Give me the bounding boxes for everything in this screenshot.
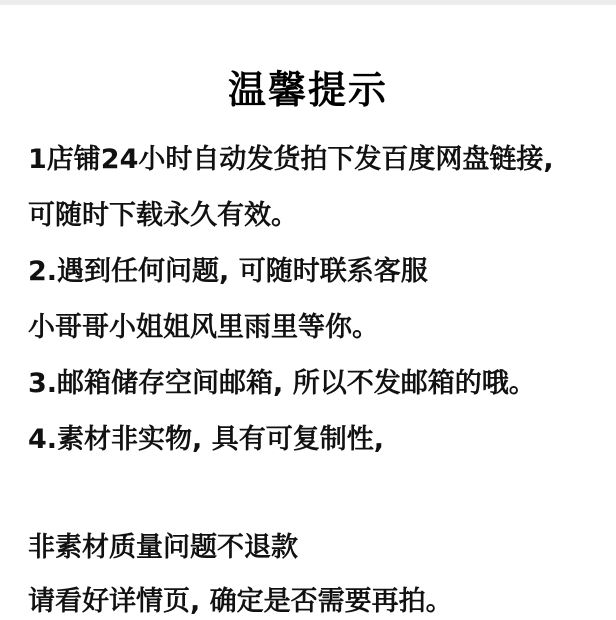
notice-line-8: 请看好详情页, 确定是否需要再拍。 <box>28 586 453 617</box>
top-divider-strip <box>0 0 616 5</box>
notice-line-4: 小哥哥小姐姐风里雨里等你。 <box>28 312 379 343</box>
notice-line-5: 3.邮箱储存空间邮箱, 所以不发邮箱的哦。 <box>28 368 536 399</box>
notice-line-1: 1店铺24小时自动发货拍下发百度网盘链接, <box>28 144 554 175</box>
notice-line-7: 非素材质量问题不退款 <box>28 532 298 563</box>
notice-line-3: 2.遇到任何问题, 可随时联系客服 <box>28 256 428 287</box>
notice-line-6: 4.素材非实物, 具有可复制性, <box>28 424 384 455</box>
notice-title: 温馨提示 <box>227 68 388 112</box>
notice-line-2: 可随时下载永久有效。 <box>28 200 298 231</box>
